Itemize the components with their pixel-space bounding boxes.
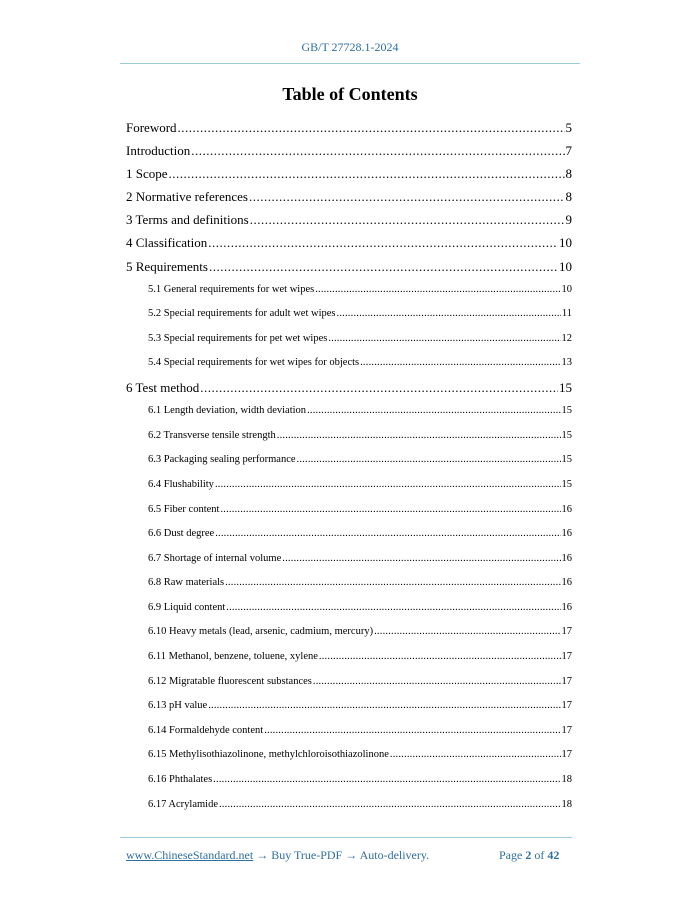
toc-entry-page: 17 — [561, 700, 572, 712]
dot-leader — [208, 694, 560, 719]
toc-entry-page: 16 — [561, 528, 572, 540]
toc-entry[interactable] — [126, 719, 572, 744]
toc-entry-label: 6.11 Methanol, benzene, toluene, xylene — [148, 651, 318, 663]
toc-entry[interactable] — [126, 185, 572, 208]
toc-entry-page: 16 — [561, 577, 572, 589]
toc-entry[interactable] — [126, 376, 572, 399]
dot-leader — [169, 162, 565, 185]
toc-entry[interactable] — [126, 793, 572, 818]
toc-entry-label: 6.9 Liquid content — [148, 601, 226, 613]
dot-leader — [225, 571, 560, 596]
toc-entry-page: 17 — [561, 651, 572, 663]
toc-entry-label: 6.16 Phthalates — [148, 774, 213, 786]
website-link[interactable]: www.ChineseStandard.net — [126, 848, 254, 862]
toc-entry-page: 18 — [561, 774, 572, 786]
toc-entry-label: 6.10 Heavy metals (lead, arsenic, cadmium, mercury) — [148, 626, 374, 638]
table-of-contents — [126, 116, 572, 817]
toc-entry-page: 17 — [561, 724, 572, 736]
toc-entry[interactable] — [126, 302, 572, 327]
page-total: 42 — [547, 848, 560, 862]
toc-entry-page: 13 — [561, 357, 572, 369]
dot-leader — [215, 522, 560, 547]
footer-divider — [120, 837, 572, 838]
toc-entry-page: 17 — [561, 749, 572, 761]
toc-entry[interactable] — [126, 522, 572, 547]
toc-entry-label: 6.17 Acrylamide — [148, 798, 218, 810]
toc-entry-label: Introduction — [126, 143, 191, 159]
page-number — [499, 848, 559, 863]
toc-entry-label: 5.4 Special requirements for wet wipes for objects — [148, 357, 360, 369]
toc-entry[interactable] — [126, 768, 572, 793]
toc-entry-label: 6.5 Fiber content — [148, 503, 220, 515]
running-header: GB/T 27728.1-2024 — [301, 40, 399, 54]
toc-entry[interactable] — [126, 620, 572, 645]
toc-entry-page: 7 — [565, 143, 572, 159]
dot-leader — [297, 448, 561, 473]
toc-entry-page: 5 — [565, 120, 572, 135]
toc-entry-page: 12 — [561, 332, 572, 344]
dot-leader — [208, 231, 558, 254]
dot-leader — [215, 473, 561, 498]
toc-entry[interactable] — [126, 547, 572, 572]
dot-leader — [319, 645, 561, 670]
toc-entry-page: 16 — [561, 601, 572, 613]
toc-entry-label: 6.14 Formaldehyde content — [148, 724, 264, 736]
toc-entry-label: 6.15 Methylisothiazolinone, methylchloroisothiazolinone — [148, 749, 389, 761]
toc-entry-label: 1 Scope — [126, 166, 168, 182]
dot-leader — [337, 302, 561, 327]
dot-leader — [277, 424, 561, 449]
toc-entry[interactable] — [126, 255, 572, 278]
toc-entry[interactable] — [126, 596, 572, 621]
dot-leader — [249, 185, 565, 208]
toc-entry[interactable] — [126, 162, 572, 185]
toc-entry-page: 10 — [561, 283, 572, 295]
toc-entry-page: 11 — [561, 308, 572, 320]
toc-entry-page: 8 — [565, 166, 572, 182]
toc-entry-label: Foreword — [126, 120, 177, 135]
toc-entry-label: 6.12 Migratable fluorescent substances — [148, 675, 312, 687]
toc-entry[interactable] — [126, 473, 572, 498]
dot-leader — [328, 327, 560, 352]
toc-entry[interactable] — [126, 116, 572, 139]
toc-entry[interactable] — [126, 327, 572, 352]
toc-entry-page: 8 — [565, 189, 572, 205]
toc-entry-label: 6.6 Dust degree — [148, 528, 215, 540]
toc-entry-page: 15 — [561, 405, 572, 417]
dot-leader — [250, 208, 565, 231]
toc-entry-label: 6.3 Packaging sealing performance — [148, 454, 296, 466]
toc-entry-label: 5 Requirements — [126, 258, 208, 274]
page-current: 2 — [525, 848, 532, 862]
footer-promo — [126, 848, 429, 863]
toc-entry[interactable] — [126, 571, 572, 596]
toc-entry-page: 17 — [561, 626, 572, 638]
toc-entry-page: 10 — [559, 235, 572, 251]
toc-entry-page: 15 — [561, 429, 572, 441]
toc-entry[interactable] — [126, 743, 572, 768]
dot-leader — [220, 498, 560, 523]
toc-entry-label: 6.4 Flushability — [148, 478, 214, 490]
toc-entry[interactable] — [126, 498, 572, 523]
toc-entry[interactable] — [126, 399, 572, 424]
dot-leader — [313, 670, 561, 695]
dot-leader — [209, 255, 558, 278]
toc-entry-label: 2 Normative references — [126, 189, 248, 205]
toc-entry[interactable] — [126, 278, 572, 303]
toc-entry-page: 15 — [561, 478, 572, 490]
toc-entry-label: 6.1 Length deviation, width deviation — [148, 405, 307, 417]
toc-entry-page: 9 — [565, 212, 572, 228]
dot-leader — [390, 743, 561, 768]
toc-entry-page: 15 — [559, 380, 572, 396]
dot-leader — [374, 620, 560, 645]
toc-entry-label: 6.13 pH value — [148, 700, 208, 712]
toc-entry-label: 5.3 Special requirements for pet wet wipes — [148, 332, 328, 344]
toc-entry[interactable] — [126, 424, 572, 449]
toc-entry-page: 16 — [561, 552, 572, 564]
dot-leader — [307, 399, 560, 424]
toc-entry-label: 4 Classification — [126, 235, 208, 251]
dot-leader — [213, 768, 560, 793]
toc-entry-label: 6 Test method — [126, 380, 200, 396]
toc-entry-label: 6.8 Raw materials — [148, 577, 225, 589]
dot-leader — [264, 719, 560, 744]
dot-leader — [282, 547, 560, 572]
dot-leader — [191, 139, 564, 162]
page-of: of — [531, 848, 548, 862]
dot-leader — [226, 596, 560, 621]
toc-entry[interactable] — [126, 351, 572, 376]
toc-entry[interactable] — [126, 694, 572, 719]
toc-entry-label: 5.2 Special requirements for adult wet wipes — [148, 308, 336, 320]
page-prefix: Page — [499, 848, 526, 862]
toc-entry[interactable] — [126, 208, 572, 231]
toc-entry[interactable] — [126, 670, 572, 695]
toc-entry[interactable] — [126, 139, 572, 162]
toc-entry[interactable] — [126, 645, 572, 670]
dot-leader — [200, 376, 558, 399]
toc-entry-page: 16 — [561, 503, 572, 515]
toc-entry[interactable] — [126, 448, 572, 473]
dot-leader — [315, 278, 560, 303]
toc-entry-label: 3 Terms and definitions — [126, 212, 249, 228]
toc-entry-page: 18 — [561, 798, 572, 810]
dot-leader — [219, 793, 561, 818]
toc-entry-page: 15 — [561, 454, 572, 466]
toc-entry-page: 17 — [561, 675, 572, 687]
toc-entry-label: 6.7 Shortage of internal volume — [148, 552, 282, 564]
toc-entry[interactable] — [126, 231, 572, 254]
toc-entry-page: 10 — [559, 258, 572, 274]
footer-tagline: → Buy True-PDF → Auto-delivery. — [253, 848, 430, 862]
dot-leader — [360, 351, 560, 376]
toc-entry-label: 5.1 General requirements for wet wipes — [148, 283, 315, 295]
header-divider — [120, 63, 580, 64]
toc-entry-label: 6.2 Transverse tensile strength — [148, 429, 276, 441]
page-title: Table of Contents — [282, 84, 418, 104]
dot-leader — [178, 116, 565, 139]
